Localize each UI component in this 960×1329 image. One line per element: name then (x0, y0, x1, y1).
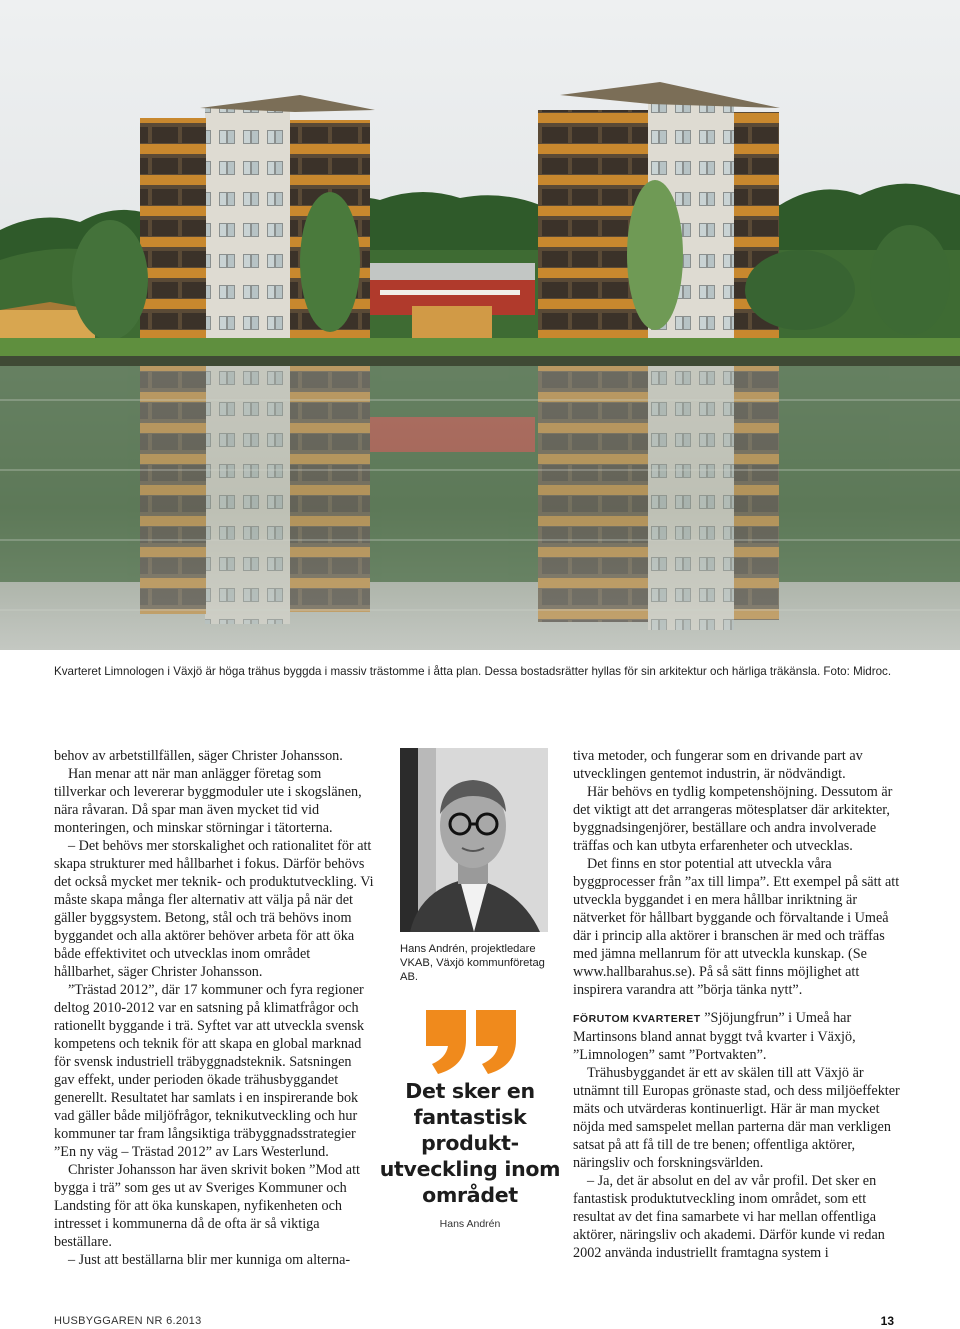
publication-footer: HUSBYGGAREN NR 6.2013 (54, 1315, 202, 1327)
paragraph: – Det behövs mer storskalighet och rationalitet för att skapa strukturer med hållbarhet i fokus. Därför behövs det också mycket mer teknik- och produktutveckling. Vi måste skapa många fler alternativ att välja på när det gäller byggsystem. Betong, stål och trä behövs inom byggandet och alla aktörer behöver arbeta för att öka både effektivitet och utvecklas inom området hållbarhet, säger Christer Johansson. (54, 838, 374, 980)
paragraph: Det finns en stor potential att utveckla våra byggprocesser från ”ax till limpa”. Ett exempel på sätt att utveckla byggandet i en mera hållbar inriktning är nätverket för hållbart byggande och förvaltande i Umeå där i princip alla aktörer i branschen är med och träffas med jämna mellanrum för att utveckla kunskap. (Se www.hallbarahus.se). På så sätt finns möjlighet att inspirera varandra att ”börja tänka nytt”. (573, 856, 900, 998)
paragraph: – Ja, det är absolut en del av vår profil. Det sker en fantastisk produktutveckling inom området, som ett resultat av det fina samarbete vi har mellan offentliga aktörer, näringsliv och akademi. Därför kunde vi redan 2002 använda industriellt framtagna system i (573, 1173, 885, 1261)
portrait-caption: Hans Andrén, projektledare VKAB, Växjö kommunföretag AB. (400, 943, 545, 983)
photo-caption: Kvarteret Limnologen i Växjö är höga trähus byggda i massiv trästomme i åtta plan. Dessa bostadsrätter hyllas för sin arkitektur och härliga träkänsla. Foto: Midroc. (54, 665, 892, 678)
paragraph: – Just att beställarna blir mer kunniga om alterna- (68, 1252, 351, 1268)
paragraph: tiva metoder, och fungerar som en drivande part av utvecklingen gentemot industrin, är nödvändigt. (573, 748, 863, 782)
portrait-photo (400, 748, 548, 932)
paragraph: behov av arbetstillfällen, säger Christer Johansson. (54, 748, 343, 764)
quote-attribution: Hans Andrén (439, 1218, 501, 1230)
portrait-illustration (400, 748, 548, 932)
section-gap (573, 999, 903, 1009)
page-number: 13 (880, 1314, 894, 1328)
section-lead: FÖRUTOM KVARTERET (573, 1013, 701, 1025)
lead-photo (0, 0, 960, 650)
pull-quote: Det sker en fantastisk produkt-utveckling inom området (379, 1079, 561, 1207)
paragraph: Här behövs en tydlig kompetenshöjning. Dessutom är det viktigt att det arrangeras mötesplatser där arkitekter, byggnadsingenjörer, beställare och andra involverade träffas och kan utbyta erfarenheter och utvecklas. (573, 784, 893, 854)
photo-illustration (0, 0, 960, 650)
left-column (54, 747, 374, 1269)
quote-mark-icon (418, 1006, 528, 1076)
paragraph: Trähusbyggandet är ett av skälen till att Växjö är utnämnt till Europas grönaste stad, och dess miljöeffekter mäts och utvärderas kontinuerligt. Här är man mycket nöjda med samspelet mellan parterna där man verkligen satsat på att få till de tre benen; offentliga aktörer, näringsliv och forskningsvärlden. (573, 1065, 900, 1171)
paragraph: Han menar att när man anlägger företag som tillverkar och levererar byggmoduler ute i skogslänen, nära råvaran. Då spar man även mycket tid vid monteringen, och minskar störningar i tätorterna. (54, 766, 362, 836)
paragraph: ”Trästad 2012”, där 17 kommuner och fyra regioner deltog 2010-2012 var en satsning på klimatfrågor och rationellt byggande i trä. Syftet var att utveckla svensk kompetens och teknik för att skapa en global marknad för svensk industriell träbyggnadsteknik. Satsningen gav effekt, under perioden ökade trähusbyggandet generellt. Resultatet har samlats i en inspirerande bok vad gäller både miljöfrågor, teknikutveckling och hur kommuner tar fram långsiktiga träbyggnadsstrategier ”En ny väg – Trästad 2012” av Lars Westerlund. (54, 982, 365, 1160)
section-lead-text: ”Sjöjungfrun” i Umeå har Martinsons bland annat byggt två kvarter i Växjö, ”Limnologen” samt ”Portvakten”. (573, 1010, 856, 1063)
right-column (573, 747, 903, 1262)
section-paragraph (573, 1009, 903, 1064)
paragraph: Christer Johansson har även skrivit boken ”Mod att bygga i trä” som ges ut av Sveriges Kommuner och Landsting för att öka kunskapen, nyfikenheten och intresset i kommunerna då de ofta är så viktiga beställare. (54, 1162, 360, 1250)
